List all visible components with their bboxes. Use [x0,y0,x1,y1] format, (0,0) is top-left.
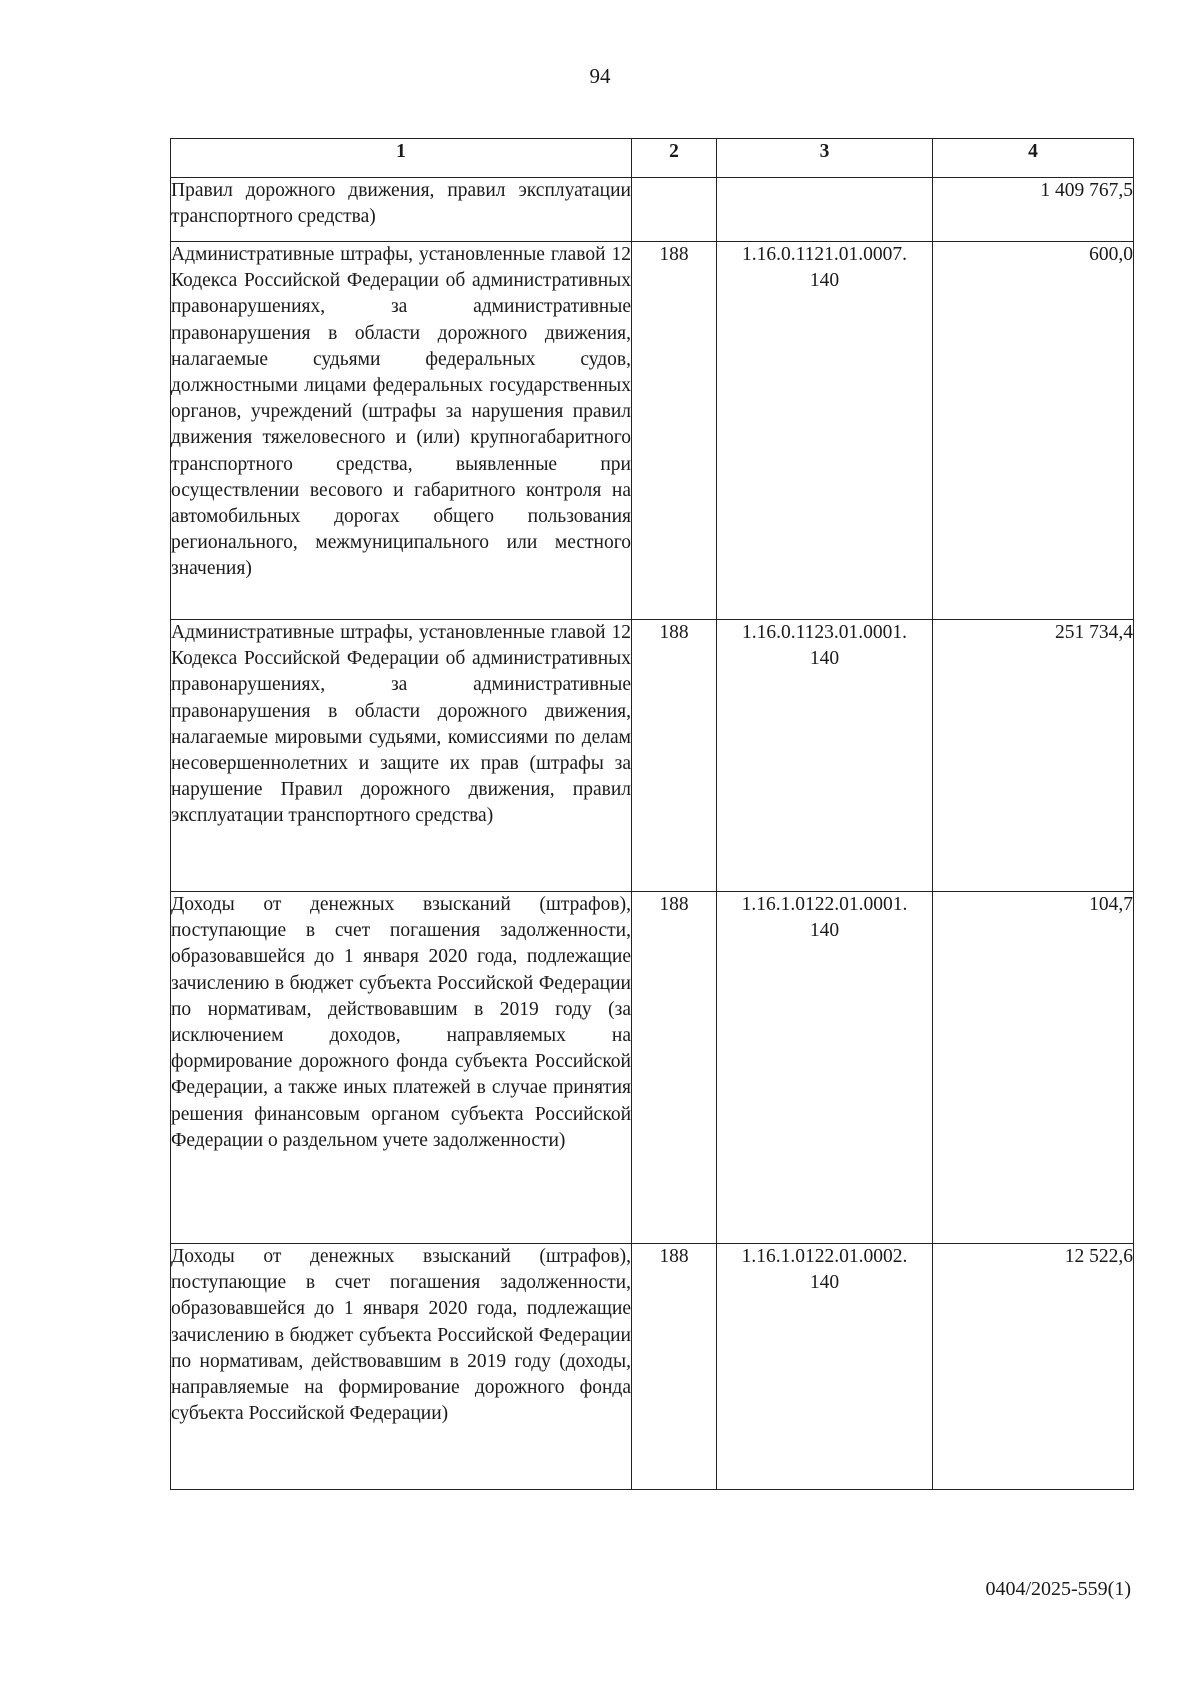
row-kbk-code: 1.16.1.0122.01.0001. 140 [717,892,933,1244]
row-amount: 1 409 767,5 [933,178,1134,242]
row-amount: 600,0 [933,242,1134,620]
row-description: Административные штрафы, установленные главой 12 Кодекса Российской Федерации об административных правонарушениях, за административные правонарушения в области дорожного движения, налагаемые мировыми судьями, комиссиями по делам несовершеннолетних и защите их прав (штрафы за нарушение Правил дорожного движения, правил эксплуатации транспортного средства) [171,620,632,892]
row-amount: 251 734,4 [933,620,1134,892]
column-header-3: 3 [717,139,933,178]
table-row [171,1244,1134,1490]
row-kbk-code [717,178,933,242]
row-amount: 104,7 [933,892,1134,1244]
table-row [171,620,1134,892]
budget-revenue-table [170,138,1134,1490]
page-number: 94 [589,64,611,88]
row-admin-code: 188 [632,242,717,620]
row-kbk-code: 1.16.0.1123.01.0001. 140 [717,620,933,892]
table-row [171,178,1134,242]
row-description: Правил дорожного движения, правил эксплуатации транспортного средства) [171,178,632,242]
row-description: Административные штрафы, установленные главой 12 Кодекса Российской Федерации об административных правонарушениях, за административные правонарушения в области дорожного движения, налагаемые судьями федеральных судов, должностными лицами федеральных государственных органов, учреждений (штрафы за нарушения правил движения тяжеловесного и (или) крупногабаритного транспортного средства, выявленные при осуществлении весового и габаритного контроля на автомобильных дорогах общего пользования регионального, межмуниципального или местного значения) [171,242,632,620]
table-row [171,892,1134,1244]
row-kbk-code: 1.16.0.1121.01.0007. 140 [717,242,933,620]
row-admin-code [632,178,717,242]
row-description: Доходы от денежных взысканий (штрафов), поступающие в счет погашения задолженности, образовавшейся до 1 января 2020 года, подлежащие зачислению в бюджет субъекта Российской Федерации по нормативам, действовавшим в 2019 году (за исключением доходов, направляемых на формирование дорожного фонда субъекта Российской Федерации, а также иных платежей в случае принятия решения финансовым органом субъекта Российской Федерации о раздельном учете задолженности) [171,892,632,1244]
row-description: Доходы от денежных взысканий (штрафов), поступающие в счет погашения задолженности, образовавшейся до 1 января 2020 года, подлежащие зачислению в бюджет субъекта Российской Федерации по нормативам, действовавшим в 2019 году (доходы, направляемые на формирование дорожного фонда субъекта Российской Федерации) [171,1244,632,1490]
column-header-4: 4 [933,139,1134,178]
row-kbk-code: 1.16.1.0122.01.0002. 140 [717,1244,933,1490]
table-row [171,242,1134,620]
row-admin-code: 188 [632,1244,717,1490]
row-admin-code: 188 [632,892,717,1244]
column-header-1: 1 [171,139,632,178]
table-header-row [171,139,1134,178]
row-admin-code: 188 [632,620,717,892]
document-code: 0404/2025-559(1) [985,1578,1131,1600]
row-amount: 12 522,6 [933,1244,1134,1490]
column-header-2: 2 [632,139,717,178]
